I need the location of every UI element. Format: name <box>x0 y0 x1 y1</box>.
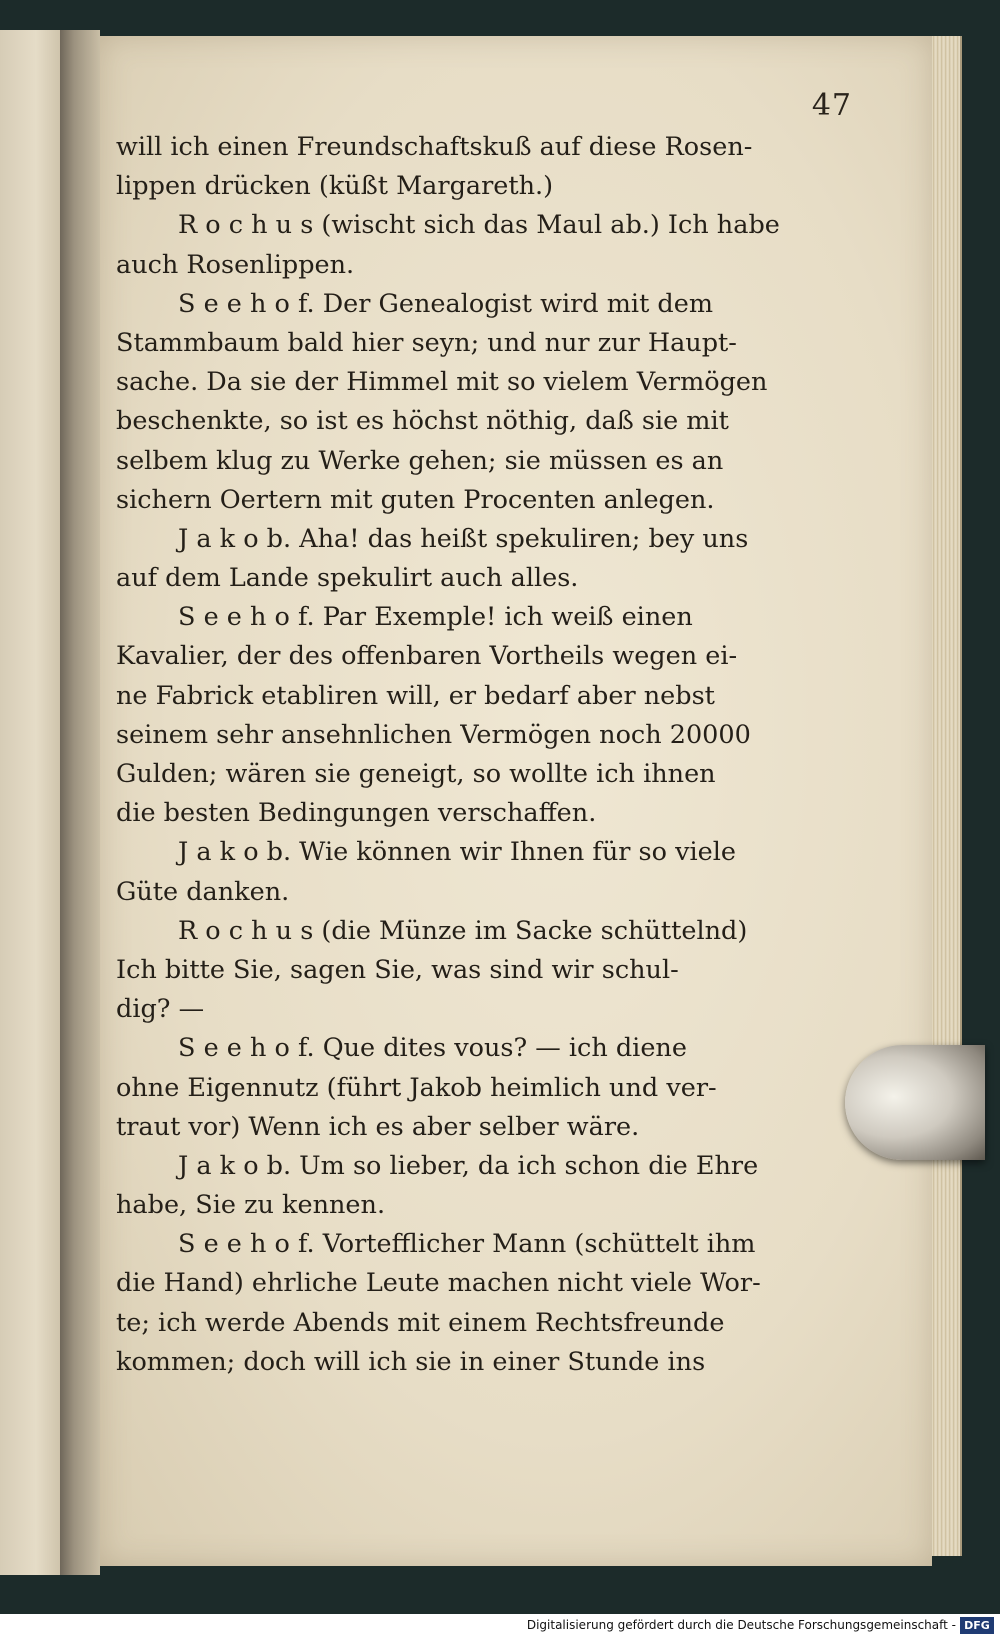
text-line: Gulden; wären sie geneigt, so wollte ich ihnen <box>116 759 716 789</box>
funding-credit: Digitalisierung gefördert durch die Deutsche Forschungsgemeinschaft - <box>526 1618 956 1632</box>
text-line: auf dem Lande spekulirt auch alles. <box>116 563 579 594</box>
text-line: Ich bitte Sie, sagen Sie, was sind wir schul- <box>116 954 679 985</box>
text-line: auch Rosenlippen. <box>116 249 355 280</box>
text-line: te; ich werde Abends mit einem Rechtsfreunde <box>116 1307 725 1338</box>
dfg-logo: DFG <box>960 1617 994 1634</box>
text-line: die Hand) ehrliche Leute machen nicht viele Wor- <box>116 1268 761 1299</box>
text-line: J a k o b. Aha! das heißt spekuliren; bey uns <box>178 523 749 554</box>
text-line: J a k o b. Um so lieber, da ich schon die Ehre <box>178 1150 759 1181</box>
text-line: sache. Da sie der Himmel mit so vielem Vermögen <box>116 367 768 398</box>
text-line: seinem sehr ansehnlichen Vermögen noch 20000 <box>116 719 751 750</box>
text-line: will ich einen Freundschaftskuß auf diese Rosen- <box>116 132 753 162</box>
text-line: Güte danken. <box>116 876 290 907</box>
text-line: traut vor) Wenn ich es aber selber wäre. <box>116 1111 640 1142</box>
previous-page-edge <box>0 30 62 1575</box>
text-line: R o c h u s (wischt sich das Maul ab.) Ich habe <box>178 210 780 241</box>
text-line: die besten Bedingungen verschaffen. <box>116 798 597 829</box>
text-line: Kavalier, der des offenbaren Vortheils wegen ei- <box>116 641 738 672</box>
page-text <box>116 128 894 1382</box>
text-line: kommen; doch will ich sie in einer Stunde ins <box>116 1346 706 1377</box>
footer-bar <box>0 1614 1000 1639</box>
text-line: ne Fabrick etabliren will, er bedarf aber nebst <box>116 680 715 711</box>
text-line: lippen drücken (küßt Margareth.) <box>116 171 554 202</box>
book-gutter <box>60 30 100 1575</box>
bookmark-clip <box>845 1045 985 1160</box>
text-line: J a k o b. Wie können wir Ihnen für so viele <box>178 837 736 868</box>
page-block-edge <box>930 36 962 1556</box>
text-line: Stammbaum bald hier seyn; und nur zur Haupt- <box>116 327 737 358</box>
text-line: R o c h u s (die Münze im Sacke schüttelnd) <box>178 915 748 946</box>
text-line: S e e h o f. Par Exemple! ich weiß einen <box>178 602 693 633</box>
text-line: S e e h o f. Que dites vous? — ich diene <box>178 1033 687 1064</box>
text-line: S e e h o f. Vortefflicher Mann (schüttelt ihm <box>178 1229 756 1260</box>
book-page <box>100 36 932 1566</box>
text-line: dig? — <box>116 994 205 1025</box>
text-line: S e e h o f. Der Genealogist wird mit dem <box>178 288 714 319</box>
text-line: sichern Oertern mit guten Procenten anlegen. <box>116 484 715 515</box>
text-line: ohne Eigennutz (führt Jakob heimlich und ver- <box>116 1072 717 1103</box>
page-number: 47 <box>811 88 852 123</box>
text-line: habe, Sie zu kennen. <box>116 1190 386 1221</box>
text-line: beschenkte, so ist es höchst nöthig, daß sie mit <box>116 406 729 437</box>
text-line: selbem klug zu Werke gehen; sie müssen es an <box>116 445 724 476</box>
